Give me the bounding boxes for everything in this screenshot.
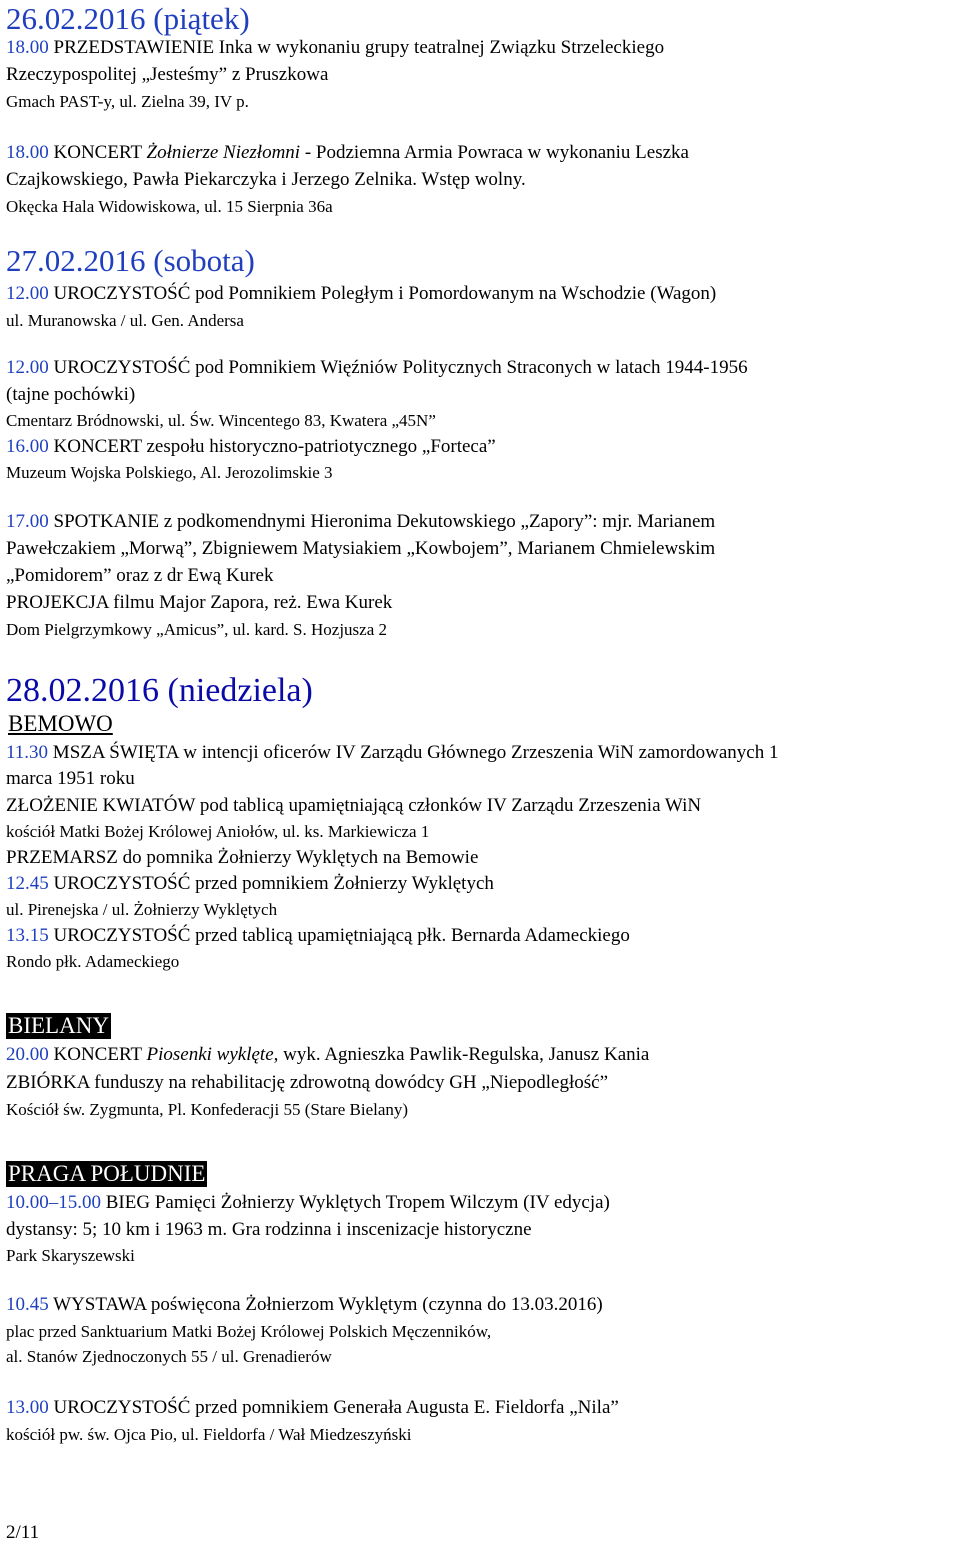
event-text: KONCERT [48, 1044, 147, 1065]
event-text: PRZEDSTAWIENIE Inka w wykonaniu grupy teatralnej Związku Strzeleckiego [48, 37, 665, 58]
event-text: Pawełczakiem „Morwą”, Zbigniewem Matysiakiem „Kowbojem”, Marianem Chmielewskim [6, 538, 716, 559]
event-place: plac przed Sanktuarium Matki Bożej Królowej Polskich Męczenników, [6, 1322, 492, 1341]
event-line [6, 436, 496, 458]
event-text: - Podziemna Armia Powraca w wykonaniu Leszka [300, 142, 689, 163]
event-text: KONCERT [48, 142, 147, 163]
district-heading-bemowo: BEMOWO [8, 711, 113, 736]
event-line [6, 1192, 610, 1214]
event-line [6, 1397, 619, 1419]
event-title: Piosenki wyklęte [146, 1044, 274, 1065]
event-time: 16.00 [6, 436, 49, 457]
event-time: 11.30 [6, 742, 49, 763]
event-text: BIEG Pamięci Żołnierzy Wyklętych Tropem Wilczym (IV edycja) [101, 1192, 610, 1213]
page-number: 2/11 [6, 1522, 40, 1543]
event-time: 13.00 [6, 1397, 49, 1418]
event-line [6, 1044, 649, 1066]
event-time: 10.45 [6, 1294, 49, 1315]
event-text: KONCERT zespołu historyczno-patriotycznego „Forteca” [48, 436, 496, 457]
event-line [6, 1294, 603, 1316]
event-line [6, 357, 748, 379]
event-text: Rzeczypospolitej „Jesteśmy” z Pruszkowa [6, 64, 329, 85]
event-time: 20.00 [6, 1044, 49, 1065]
event-line [6, 37, 664, 59]
event-time: 12.00 [6, 283, 49, 304]
event-time: 12.00 [6, 357, 49, 378]
event-text: , wyk. Agnieszka Pawlik-Regulska, Janusz Kania [273, 1044, 650, 1065]
event-text: UROCZYSTOŚĆ przed pomnikiem Generała Augusta E. Fieldorfa „Nila” [48, 1397, 619, 1418]
event-place: Park Skaryszewski [6, 1246, 135, 1265]
date-heading-friday: 26.02.2016 (piątek) [6, 1, 250, 36]
event-place: Okęcka Hala Widowiskowa, ul. 15 Sierpnia 36a [6, 197, 333, 216]
event-place: Cmentarz Bródnowski, ul. Św. Wincentego 83, Kwatera „45N” [6, 411, 436, 430]
event-place: Dom Pielgrzymkowy „Amicus”, ul. kard. S. Hozjusza 2 [6, 620, 388, 639]
event-text: dystansy: 5; 10 km i 1963 m. Gra rodzinna i inscenizacje historyczne [6, 1219, 532, 1240]
event-time: 18.00 [6, 142, 49, 163]
event-time: 12.45 [6, 873, 49, 894]
event-time: 13.15 [6, 925, 49, 946]
event-text: UROCZYSTOŚĆ pod Pomnikiem Więźniów Politycznych Straconych w latach 1944-1956 [48, 357, 748, 378]
event-text: Czajkowskiego, Pawła Piekarczyka i Jerzego Zelnika. Wstęp wolny. [6, 169, 526, 190]
event-text: PROJEKCJA filmu Major Zapora, reż. Ewa Kurek [6, 592, 393, 613]
event-time: 17.00 [6, 511, 49, 532]
event-place: kościół pw. św. Ojca Pio, ul. Fieldorfa / Wał Miedzeszyński [6, 1425, 412, 1444]
event-text: marca 1951 roku [6, 768, 135, 789]
event-place: kościół Matki Bożej Królowej Aniołów, ul. ks. Markiewicza 1 [6, 822, 430, 841]
event-line [6, 142, 689, 164]
event-line [6, 925, 630, 947]
event-text: „Pomidorem” oraz z dr Ewą Kurek [6, 565, 274, 586]
date-heading-saturday: 27.02.2016 (sobota) [6, 243, 255, 278]
event-line [6, 283, 716, 305]
event-text: ZŁOŻENIE KWIATÓW pod tablicą upamiętniającą członków IV Zarządu Zrzeszenia WiN [6, 795, 702, 816]
event-place: ul. Muranowska / ul. Gen. Andersa [6, 311, 244, 330]
event-text: UROCZYSTOŚĆ przed pomnikiem Żołnierzy Wyklętych [48, 873, 494, 894]
event-text: UROCZYSTOŚĆ pod Pomnikiem Poległym i Pomordowanym na Wschodzie (Wagon) [48, 283, 717, 304]
district-heading-bielany: BIELANY [8, 1013, 109, 1038]
event-line [6, 742, 778, 764]
event-place: Rondo płk. Adameckiego [6, 952, 180, 971]
event-place: al. Stanów Zjednoczonych 55 / ul. Grenadierów [6, 1347, 332, 1366]
event-time: 18.00 [6, 37, 49, 58]
event-text: (tajne pochówki) [6, 384, 136, 405]
event-text: SPOTKANIE z podkomendnymi Hieronima Dekutowskiego „Zapory”: mjr. Marianem [48, 511, 716, 532]
event-text: ZBIÓRKA funduszy na rehabilitację zdrowotną dowódcy GH „Niepodległość” [6, 1072, 609, 1093]
event-text: PRZEMARSZ do pomnika Żołnierzy Wyklętych na Bemowie [6, 847, 479, 868]
event-place: Kościół św. Zygmunta, Pl. Konfederacji 55 (Stare Bielany) [6, 1100, 409, 1119]
event-text: WYSTAWA poświęcona Żołnierzom Wyklętym (czynna do 13.03.2016) [48, 1294, 603, 1315]
event-place: Muzeum Wojska Polskiego, Al. Jerozolimskie 3 [6, 463, 333, 482]
district-heading-praga: PRAGA POŁUDNIE [8, 1161, 206, 1186]
event-line [6, 873, 494, 895]
event-place: ul. Pirenejska / ul. Żołnierzy Wyklętych [6, 900, 278, 919]
event-line [6, 511, 715, 533]
date-heading-sunday: 28.02.2016 (niedziela) [6, 672, 313, 709]
event-title: Żołnierze Niezłomni [146, 142, 301, 163]
event-text: UROCZYSTOŚĆ przed tablicą upamiętniającą płk. Bernarda Adameckiego [48, 925, 630, 946]
event-place: Gmach PAST-y, ul. Zielna 39, IV p. [6, 92, 249, 111]
event-text: MSZA ŚWIĘTA w intencji oficerów IV Zarządu Głównego Zrzeszenia WiN zamordowanych 1 [48, 742, 779, 763]
event-time: 10.00–15.00 [6, 1192, 101, 1213]
